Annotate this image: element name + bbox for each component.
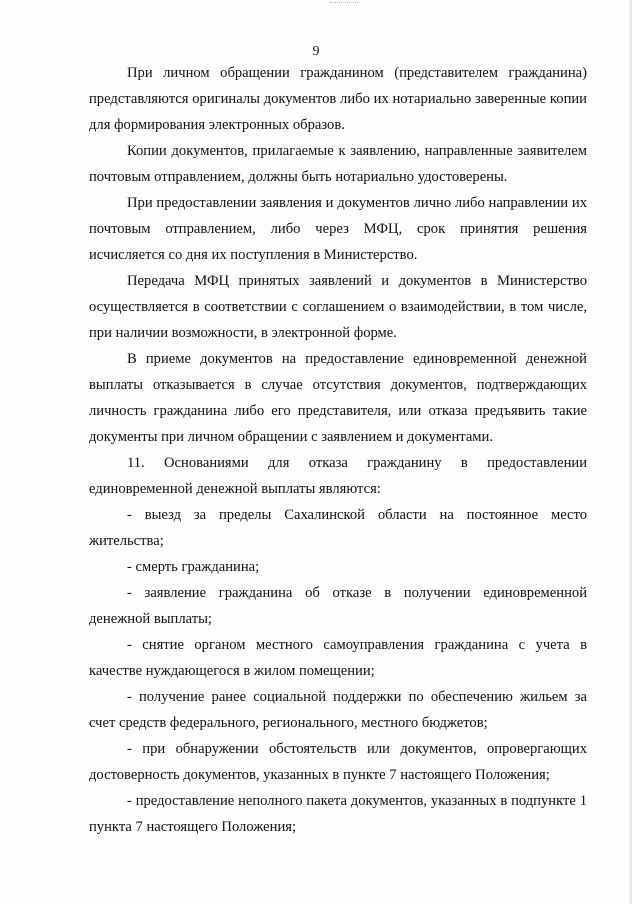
paragraph-refusal-grounds: 11. Основаниями для отказа гражданину в предоставлении единовременной денежной выплаты являются: [89, 455, 587, 497]
paragraph-originals: При личном обращении гражданином (представителем гражданина) представляются оригиналы документов либо их нотариально заверенные копии для формирования электронных образов. [89, 65, 587, 133]
scan-artifact [330, 2, 360, 7]
list-item: - выезд за пределы Сахалинской области на постоянное место жительства; [89, 507, 587, 549]
document-body [89, 60, 587, 840]
list-item: - смерть гражданина; [127, 559, 260, 575]
list-item: - предоставление неполного пакета документов, указанных в подпункте 1 пункта 7 настоящего Положения; [89, 793, 587, 835]
list-item: - получение ранее социальной поддержки по обеспечению жильем за счет средств федерального, регионального, местного бюджетов; [89, 689, 587, 731]
list-item: - снятие органом местного самоуправления гражданина с учета в качестве нуждающегося в жилом помещении; [89, 637, 587, 679]
page-number: 9 [312, 44, 320, 59]
list-item: - заявление гражданина об отказе в получении единовременной денежной выплаты; [89, 585, 587, 627]
paragraph-mfc-transfer: Передача МФЦ принятых заявлений и документов в Министерство осуществляется в соответствии с соглашением о взаимодействии, в том числе, при наличии возможности, в электронной форме. [89, 273, 587, 341]
paragraph-decision-term: При предоставлении заявления и документов лично либо направлении их почтовым отправлением, либо через МФЦ, срок принятия решения исчисляется со дня их поступления в Министерство. [89, 195, 587, 263]
paragraph-notarized-copies: Копии документов, прилагаемые к заявлению, направленные заявителем почтовым отправлением, должны быть нотариально удостоверены. [89, 143, 587, 185]
list-item: - при обнаружении обстоятельств или документов, опровергающих достоверность документов, указанных в пункте 7 настоящего Положения; [89, 741, 587, 783]
paragraph-refusal-acceptance: В приеме документов на предоставление единовременной денежной выплаты отказывается в случае отсутствия документов, подтверждающих личность гражданина либо его представителя, или отказа предъявить такие документы при личном обращении с заявлением и документами. [89, 351, 587, 445]
